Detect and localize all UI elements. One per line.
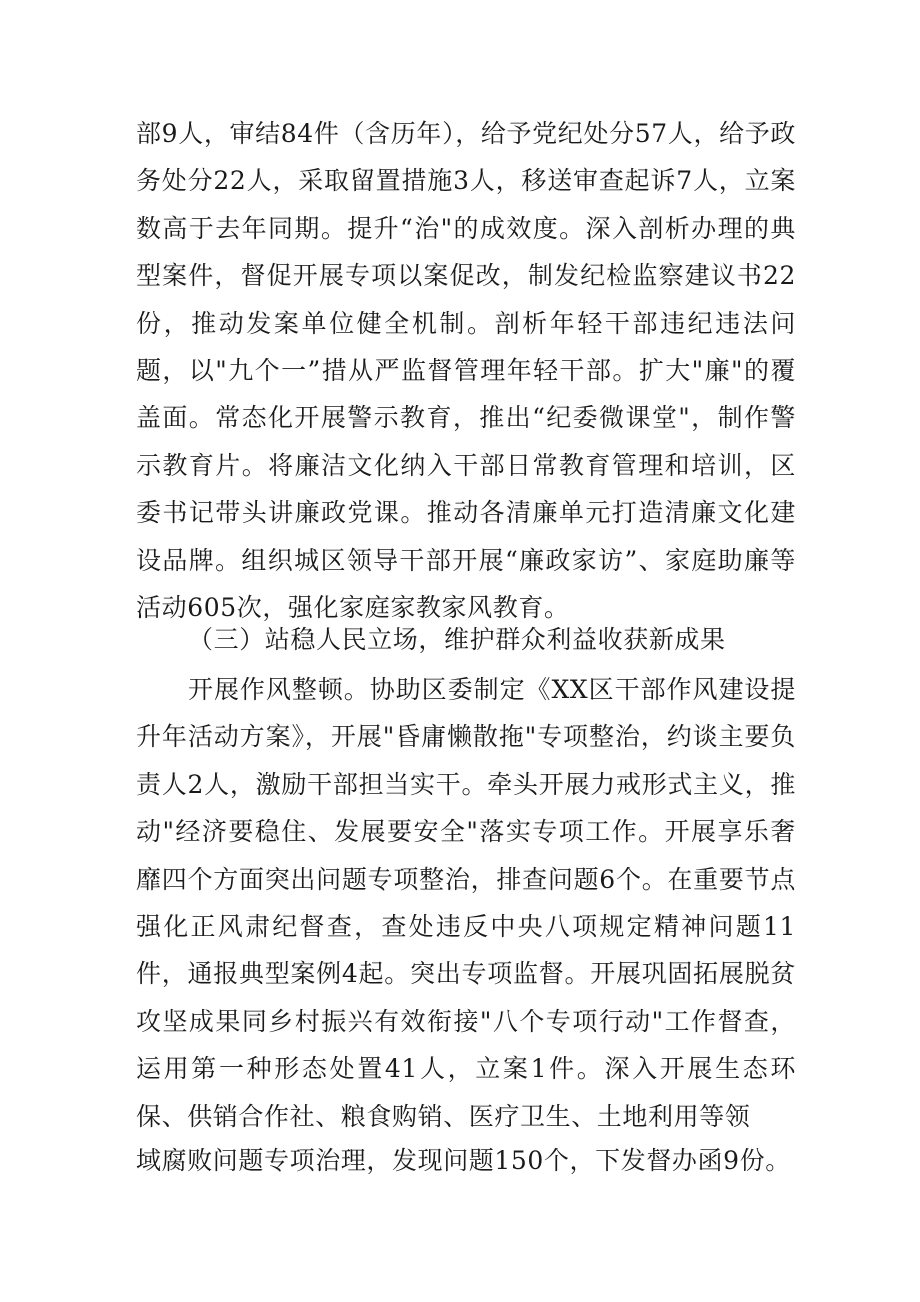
body-paragraph-2: 开展作风整顿。协助区委制定《XX区干部作风建设提升年活动方案》，开展"昏庸懒散拖"专项整治，约谈主要负责人2人，激励干部担当实干。牵头开展力戒形式主义，推动"经济要稳住、发展要安全"落实专项工作。开展享乐奢靡四个方面突出问题专项整治，排查问题6个。在重要节点强化正风肃纪督查，查处违反中央八项规定精神问题11件，通报典型案例4起。突出专项监督。开展巩固拓展脱贫攻坚成果同乡村振兴有效衔接"八个专项行动"工作督查，运用第一种形态处置41人，立案1件。深入开展生态环保、供销合作社、粮食购销、医疗卫生、土地利用等领 [136, 675, 796, 1131]
section-heading: （三）站稳人民立场，维护群众利益收获新成果 [188, 625, 726, 654]
body-paragraph-1: 部9人，审结84件（含历年），给予党纪处分57人，给予政务处分22人，采取留置措施3人，移送审查起诉7人，立案数高于去年同期。提升“治"的成效度。深入剖析办理的典型案件，督促开展专项以案促改，制发纪检监察建议书22份，推动发案单位健全机制。剖析年轻干部违纪违法问题，以"九个一”措从严监督管理年轻干部。扩大"廉"的覆盖面。常态化开展警示教育，推出“纪委微课堂"，制作警示教育片。将廉洁文化纳入干部日常教育管理和培训，区委书记带头讲廉政党课。推动各清廉单元打造清廉文化建设品牌。组织城区领导干部开展“廉政家访”、家庭助廉等活动605次，强化家庭家教家风教育。 [136, 119, 796, 623]
body-paragraph-3: 域腐败问题专项治理，发现问题150个，下发督办函9份。 [136, 1146, 791, 1175]
